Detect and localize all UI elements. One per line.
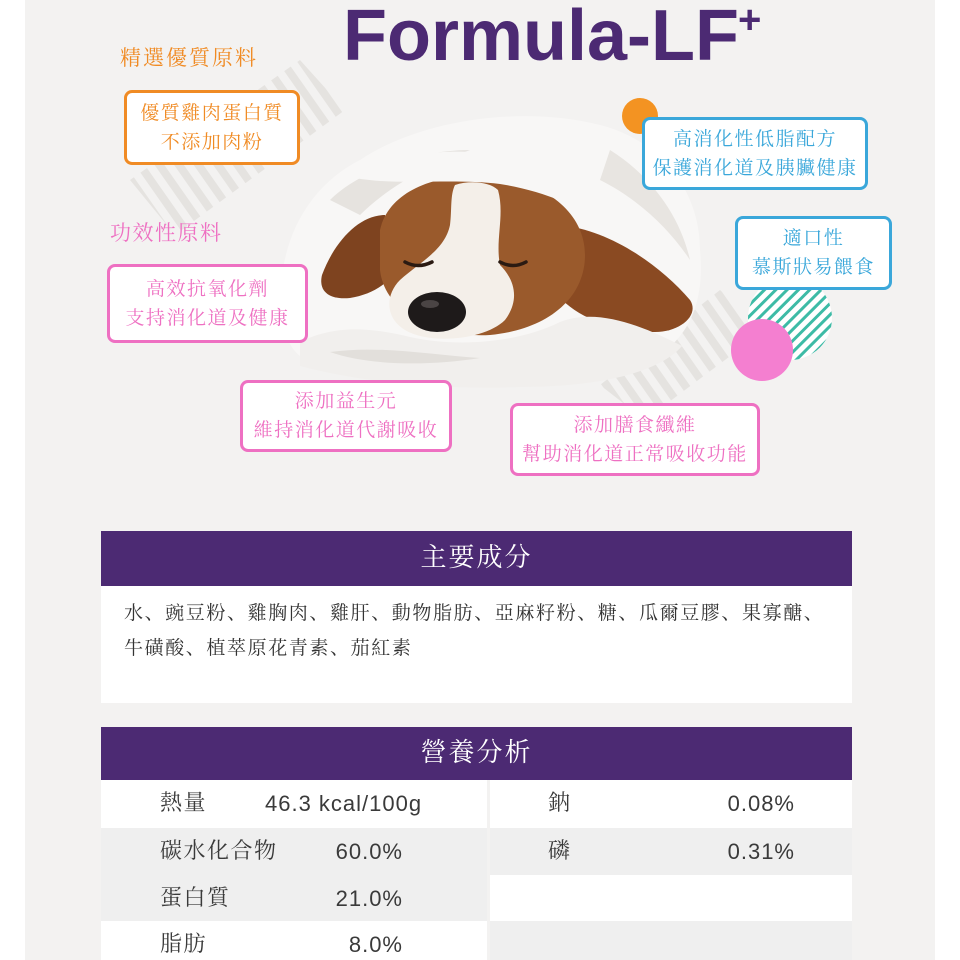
palatability-box [735, 216, 892, 290]
nutrient-value: 0.08% [727, 791, 795, 816]
quality-ingredients-label: 精選優質原料 [120, 46, 258, 70]
dog-nose-highlight [421, 300, 439, 308]
box-line: 維持消化道代謝吸收 [253, 419, 439, 441]
nutrient-name: 蛋白質 [160, 886, 231, 911]
nutrient-name: 脂肪 [160, 932, 208, 957]
antioxidant-box [107, 264, 308, 343]
product-title: Formula-LF [343, 0, 739, 76]
ingredients-line: 水、豌豆粉、雞胸肉、雞肝、動物脂肪、亞麻籽粉、糖、瓜爾豆膠、果寡醣、 [124, 602, 825, 624]
table-row [101, 875, 852, 921]
ingredients-header: 主要成分 [101, 531, 852, 586]
table-cell [490, 921, 852, 960]
table-cell [101, 921, 487, 960]
table-row [101, 780, 852, 828]
box-line: 幫助消化道正常吸收功能 [522, 442, 748, 465]
nutrient-value: 0.31% [727, 839, 795, 864]
nutrient-value: 8.0% [348, 932, 403, 957]
box-line: 優質雞肉蛋白質 [140, 101, 284, 124]
dog-nose [408, 292, 466, 332]
product-title-plus: + [738, 0, 762, 42]
nutrient-name: 鈉 [548, 791, 572, 816]
box-line: 適口性 [782, 227, 845, 249]
box-line: 高效抗氧化劑 [145, 277, 269, 300]
nutrient-name: 熱量 [160, 791, 208, 816]
table-row [101, 828, 852, 875]
table-cell [101, 780, 487, 828]
nutrient-name: 碳水化合物 [160, 839, 278, 864]
nutrition-header: 營養分析 [101, 727, 852, 780]
box-line: 添加益生元 [294, 390, 398, 412]
fiber-box [510, 403, 760, 476]
table-row [101, 921, 852, 960]
nutrient-name: 磷 [548, 839, 572, 864]
table-cell [490, 875, 852, 921]
box-line: 保護消化道及胰臟健康 [652, 156, 858, 179]
box-line: 支持消化道及健康 [125, 306, 290, 329]
ingredients-list [101, 586, 852, 703]
table-cell [490, 780, 852, 828]
pink-dot [731, 319, 793, 381]
functional-ingredients-label: 功效性原料 [110, 221, 223, 245]
prebiotic-box [240, 380, 452, 452]
table-cell [490, 828, 852, 875]
nutrient-value: 46.3 kcal/100g [265, 791, 423, 816]
low-fat-formula-box [642, 117, 868, 190]
chicken-protein-box [124, 90, 300, 165]
box-line: 添加膳食纖維 [573, 413, 697, 436]
nutrient-value: 21.0% [335, 886, 403, 911]
nutrient-value: 60.0% [335, 839, 403, 864]
box-line: 不添加肉粉 [160, 130, 264, 153]
table-cell [101, 828, 487, 875]
box-line: 高消化性低脂配方 [672, 127, 837, 150]
ingredients-line: 牛磺酸、植萃原花青素、茄紅素 [124, 637, 413, 659]
table-cell [101, 875, 487, 921]
box-line: 慕斯狀易餵食 [751, 256, 875, 278]
